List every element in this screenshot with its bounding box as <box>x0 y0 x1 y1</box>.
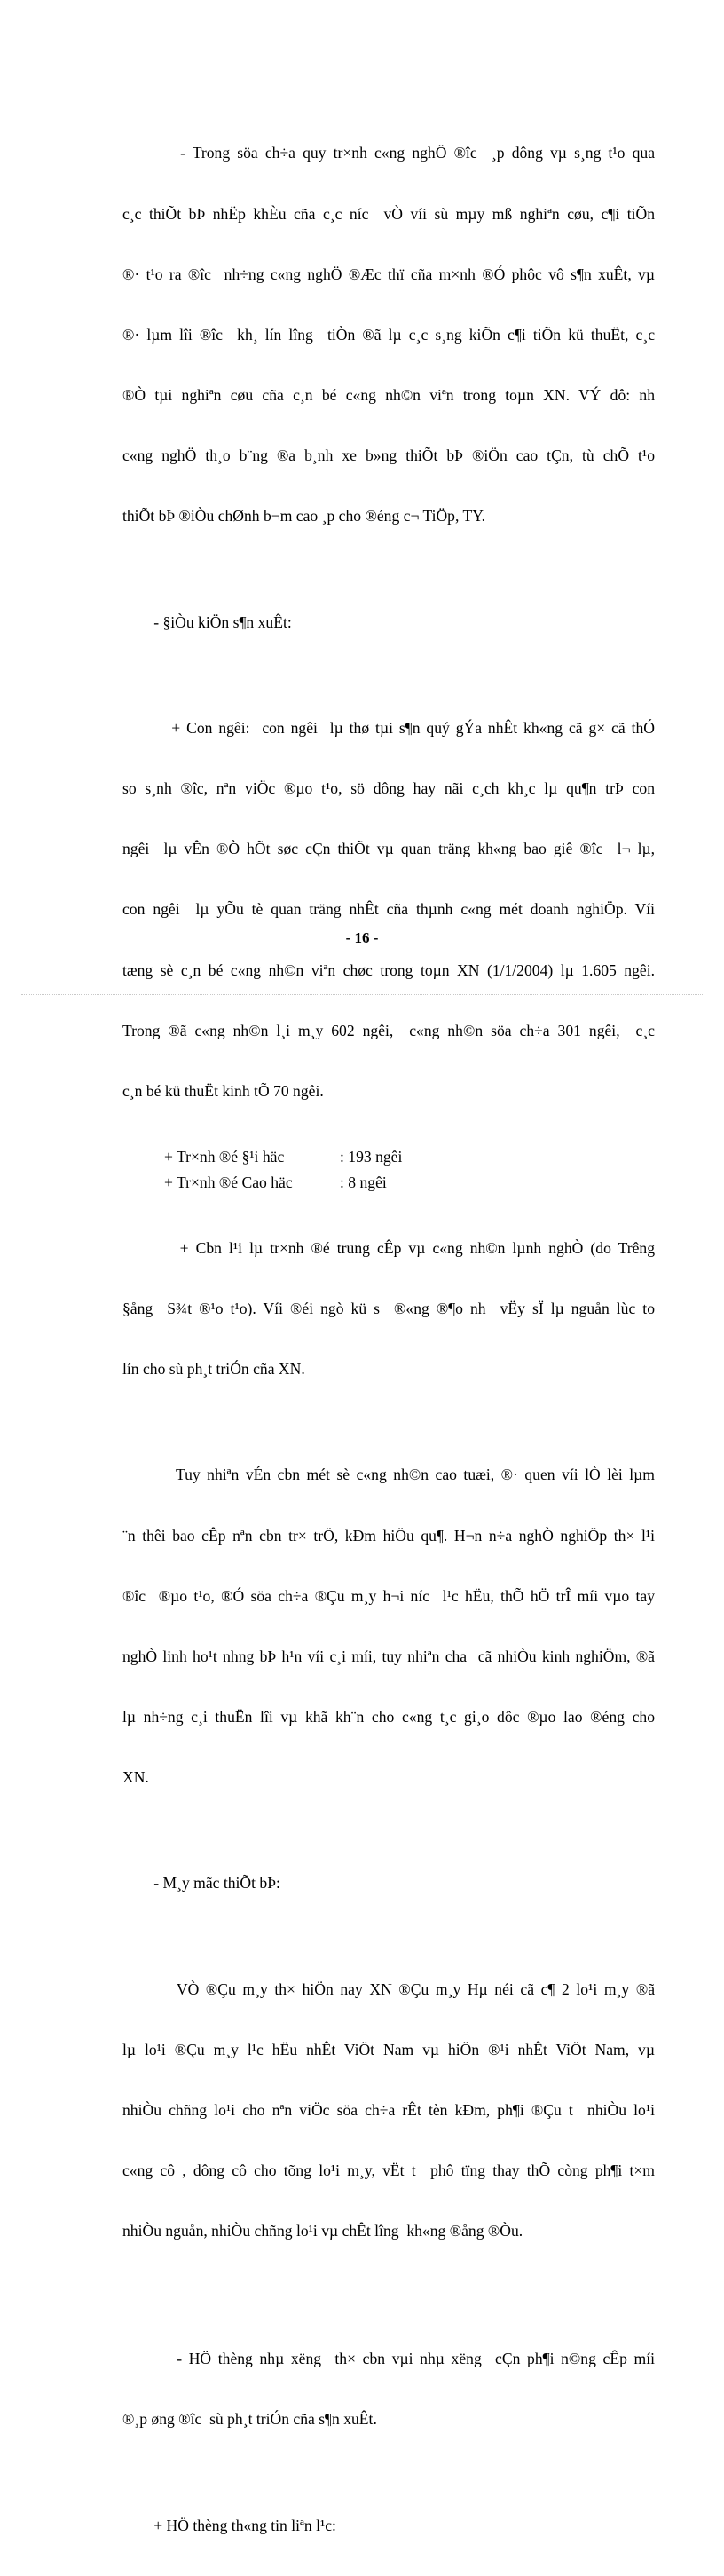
text-line: nghÒ linh ho¹t nhng bÞ h¹n víi c¸i míi, tuy nhiªn cha cã nhiÒu kinh nghiÖm, ®ã <box>122 1647 655 1665</box>
text-line: thiÕt bÞ ®iÒu chØnh b¬m cao ¸p cho ®éng c¬ TiÖp, TY. <box>122 507 486 525</box>
text-line: ®îc ®µo t¹o, ®Ó söa ch÷a ®Çu m¸y h¬i níc l¹c hËu, thÕ hÖ trÎ míi vµo tay <box>122 1586 655 1605</box>
text-line: c«ng cô , dông cô cho tõng lo¹i m¸y, vËt t phô tïng thay thÕ còng ph¶i t×m <box>122 2161 655 2180</box>
footer-divider <box>21 994 703 995</box>
text-line: nhiÒu nguån, nhiÒu chñng lo¹i vµ chÊt lîng kh«ng ®ång ®Òu. <box>122 2222 523 2240</box>
text-line: - M¸y mãc thiÕt bÞ: <box>122 1874 280 1892</box>
paragraph-workforce-quality <box>122 1197 655 1419</box>
page-number: - 16 - <box>345 929 379 946</box>
text-line: + Cbn l¹i lµ tr×nh ®é trung cÊp vµ c«ng nh©n lµnh nghÒ (do Trêng <box>122 1238 656 1257</box>
heading-machinery-equipment <box>122 1833 655 1934</box>
text-line: lµ lo¹i ®Çu m¸y l¹c hËu nhÊt ViÖt Nam vµ hiÖn ®¹i nhÊt ViÖt Nam, vµ <box>122 2041 655 2059</box>
text-line: VÒ ®Çu m¸y th× hiÖn nay XN ®Çu m¸y Hµ néi cã c¶ 2 lo¹i m¸y ®ã <box>122 1979 656 1998</box>
staff-level-label: + Tr×nh ®é §¹i häc <box>164 1147 285 1166</box>
text-line: + Con ngêi: con ngêi lµ thø tµi s¶n quý gÝa nhÊt kh«ng cã g× cã thÓ <box>122 719 656 738</box>
paragraph-workshops <box>122 2309 655 2470</box>
text-line: - HÖ thèng nhµ xëng th× cbn vµi nhµ xëng cÇn ph¶i n©ng cÊp míi <box>122 2349 656 2367</box>
staff-level-value: : 8 ngêi <box>340 1173 387 1191</box>
heading-production-conditions <box>122 572 655 673</box>
staff-level-university <box>122 1147 655 1167</box>
text-line: ®· lµm lîi ®îc kh¸ lín lîng tiÒn ®ã lµ c¸c s¸ng kiÕn c¶i tiÕn kü thuËt, c¸c <box>122 325 655 344</box>
text-line: tæng sè c¸n bé c«ng nh©n viªn chøc trong toµn XN (1/1/2004) lµ 1.605 ngêi. <box>122 960 655 979</box>
text-line: - §iÒu kiÖn s¶n xuÊt: <box>122 612 292 631</box>
text-line: §ång S¾t ®¹o t¹o). Víi ®éi ngò kü s ®«ng ®¶o nh vËy sÏ lµ nguån lùc to <box>122 1299 655 1317</box>
text-line: ¨n thêi bao cÊp nªn cbn tr× trÖ, kÐm hiÖu qu¶. H¬n n÷a nghÒ nghiÖp th× l¹i <box>122 1526 655 1545</box>
paragraph-human-resources <box>122 678 655 1142</box>
text-line: c«ng nghÖ th¸o b¨ng ®a b¸nh xe b»ng thiÕt bÞ ®iÖn cao tÇn, tù chÕ t¹o <box>122 446 655 464</box>
staff-level-postgraduate <box>122 1173 655 1193</box>
text-line: so s¸nh ®îc, nªn viÖc ®µo t¹o, sö dông hay nãi c¸ch kh¸c lµ qu¶n trÞ con <box>122 779 655 798</box>
text-line: ngêi lµ vÊn ®Ò hÕt søc cÇn thiÕt vµ quan träng kh«ng bao giê ®îc l¬ lµ, <box>122 840 655 858</box>
paragraph-repair-technology <box>122 103 655 566</box>
text-line: XN. <box>122 1767 149 1786</box>
text-line: lín cho sù ph¸t triÓn cña XN. <box>122 1359 305 1378</box>
text-line: ®¸p øng ®îc sù ph¸t triÓn cña s¶n xuÊt. <box>122 2410 377 2429</box>
text-line: - Trong söa ch÷a quy tr×nh c«ng nghÖ ®îc ¸p dông vµ s¸ng t¹o qua <box>122 144 656 162</box>
paragraph-locomotives <box>122 1940 655 2282</box>
text-line: nhiÒu chñng lo¹i cho nªn viÖc söa ch÷a rÊt tèn kÐm, ph¶i ®Çu t nhiÒu lo¹i <box>122 2101 655 2120</box>
text-line: + HÖ thèng th«ng tin liªn l¹c: <box>122 2516 336 2534</box>
text-line: c¸c thiÕt bÞ nhËp khÈu cña c¸c níc vÒ víi sù mµy mß nghiªn cøu, c¶i tiÕn <box>122 204 655 223</box>
heading-communication-system <box>122 2475 655 2576</box>
text-line: con ngêi lµ yÕu tè quan träng nhÊt cña thµnh c«ng mét doanh nghiÖp. Víi <box>122 900 655 919</box>
staff-level-value: : 193 ngêi <box>340 1147 403 1166</box>
text-line: c¸n bé kü thuËt kinh tÕ 70 ngêi. <box>122 1081 324 1100</box>
text-line: ®· t¹o ra ®îc nh÷ng c«ng nghÖ ®Æc thï cña m×nh ®Ó phôc vô s¶n xuÊt, vµ <box>122 265 655 283</box>
page-body <box>122 103 655 2576</box>
text-line: Tuy nhiªn vÉn cbn mét sè c«ng nh©n cao tuæi, ®· quen víi lÒ lèi lµm <box>122 1466 655 1484</box>
text-line: Trong ®ã c«ng nh©n l¸i m¸y 602 ngêi, c«ng nh©n söa ch÷a 301 ngêi, c¸c <box>122 1021 655 1039</box>
text-line: ®Ò tµi nghiªn cøu cña c¸n bé c«ng nh©n viªn trong toµn XN. VÝ dô: nh <box>122 385 655 404</box>
paragraph-workforce-challenges <box>122 1425 655 1828</box>
text-line: lµ nh÷ng c¸i thuËn lîi vµ khã kh¨n cho c«ng t¸c gi¸o dôc ®µo lao ®éng cho <box>122 1707 655 1726</box>
staff-level-label: + Tr×nh ®é Cao häc <box>164 1173 293 1191</box>
